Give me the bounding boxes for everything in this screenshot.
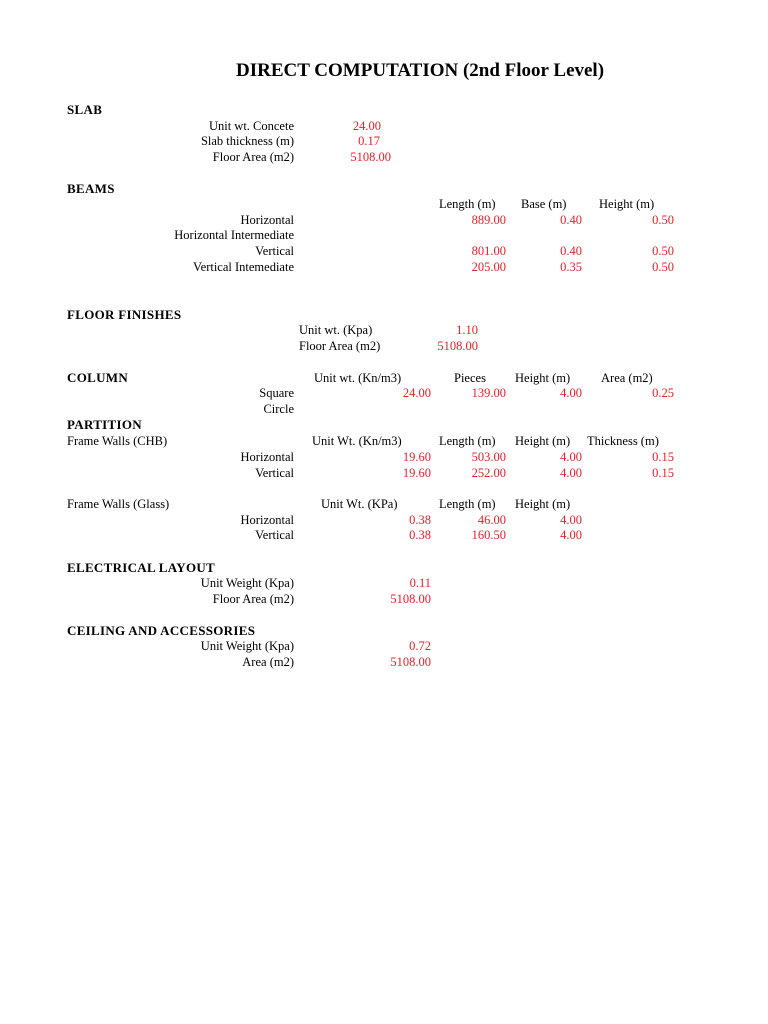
beams-label-vertical: Vertical <box>255 244 294 258</box>
ff-label-unit-wt: Unit wt. (Kpa) <box>299 323 373 337</box>
chb-col-length: Length (m) <box>439 434 496 448</box>
beams-col-base: Base (m) <box>521 197 567 211</box>
beams-horizontal-base: 0.40 <box>560 213 582 227</box>
beams-col-length: Length (m) <box>439 197 496 211</box>
section-heading-floor-finishes: FLOOR FINISHES <box>67 307 182 322</box>
chb-label-vertical: Vertical <box>255 466 294 480</box>
ceiling-value-area: 5108.00 <box>390 655 431 669</box>
glass-horizontal-unit-wt: 0.38 <box>409 513 431 527</box>
beams-label-vertical-intermediate: Vertical Intemediate <box>193 260 294 274</box>
chb-col-thickness: Thickness (m) <box>587 434 659 448</box>
beams-vertical-int-length: 205.00 <box>471 260 506 274</box>
slab-value-floor-area: 5108.00 <box>350 150 391 164</box>
ceiling-label-area: Area (m2) <box>242 655 294 669</box>
slab-value-unit-wt: 24.00 <box>352 119 381 133</box>
chb-horizontal-unit-wt: 19.60 <box>402 450 431 464</box>
chb-label-horizontal: Horizontal <box>240 450 294 464</box>
column-label-square: Square <box>259 386 294 400</box>
beams-label-horizontal: Horizontal <box>240 213 294 227</box>
electrical-label-floor-area: Floor Area (m2) <box>212 592 294 606</box>
glass-horizontal-height: 4.00 <box>560 513 582 527</box>
section-heading-slab: SLAB <box>67 102 103 117</box>
beams-vertical-length: 801.00 <box>471 244 506 258</box>
section-heading-partition: PARTITION <box>67 417 142 432</box>
column-col-pieces: Pieces <box>454 371 486 385</box>
electrical-label-unit-wt: Unit Weight (Kpa) <box>200 576 294 590</box>
beams-horizontal-length: 889.00 <box>471 213 506 227</box>
beams-horizontal-height: 0.50 <box>652 213 674 227</box>
chb-vertical-length: 252.00 <box>471 466 506 480</box>
glass-vertical-length: 160.50 <box>471 528 506 542</box>
chb-col-unit-wt: Unit Wt. (Kn/m3) <box>312 434 402 448</box>
ff-value-unit-wt: 1.10 <box>456 323 478 337</box>
ceiling-value-unit-wt: 0.72 <box>409 639 431 653</box>
chb-vertical-height: 4.00 <box>560 466 582 480</box>
column-col-unit-wt: Unit wt. (Kn/m3) <box>314 371 402 385</box>
column-square-area: 0.25 <box>652 386 674 400</box>
glass-vertical-unit-wt: 0.38 <box>409 528 431 542</box>
ff-value-floor-area: 5108.00 <box>437 339 478 353</box>
glass-label-vertical: Vertical <box>255 528 294 542</box>
glass-col-length: Length (m) <box>439 497 496 511</box>
chb-horizontal-height: 4.00 <box>560 450 582 464</box>
chb-horizontal-length: 503.00 <box>471 450 506 464</box>
chb-vertical-unit-wt: 19.60 <box>402 466 431 480</box>
section-heading-column: COLUMN <box>67 370 129 385</box>
chb-horizontal-thickness: 0.15 <box>652 450 674 464</box>
beams-vertical-base: 0.40 <box>560 244 582 258</box>
slab-label-unit-wt: Unit wt. Concete <box>208 119 294 133</box>
column-square-pieces: 139.00 <box>471 386 506 400</box>
column-square-height: 4.00 <box>560 386 582 400</box>
slab-label-floor-area: Floor Area (m2) <box>212 150 294 164</box>
section-heading-ceiling: CEILING AND ACCESSORIES <box>67 623 256 638</box>
beams-vertical-int-height: 0.50 <box>652 260 674 274</box>
column-col-height: Height (m) <box>515 371 571 385</box>
column-square-unit-wt: 24.00 <box>402 386 431 400</box>
beams-label-horizontal-intermediate: Horizontal Intermediate <box>174 228 294 242</box>
slab-value-thickness: 0.17 <box>358 134 380 148</box>
page-title: DIRECT COMPUTATION (2nd Floor Level) <box>236 60 605 81</box>
glass-label-horizontal: Horizontal <box>240 513 294 527</box>
glass-col-unit-wt: Unit Wt. (KPa) <box>321 497 398 511</box>
beams-col-height: Height (m) <box>599 197 655 211</box>
section-heading-electrical: ELECTRICAL LAYOUT <box>67 560 216 575</box>
column-label-circle: Circle <box>263 402 294 416</box>
section-heading-beams: BEAMS <box>67 181 115 196</box>
column-col-area: Area (m2) <box>601 371 653 385</box>
glass-horizontal-length: 46.00 <box>477 513 506 527</box>
beams-vertical-int-base: 0.35 <box>560 260 582 274</box>
electrical-value-floor-area: 5108.00 <box>390 592 431 606</box>
chb-col-height: Height (m) <box>515 434 571 448</box>
partition-glass-label: Frame Walls (Glass) <box>67 497 170 511</box>
ceiling-label-unit-wt: Unit Weight (Kpa) <box>200 639 294 653</box>
ff-label-floor-area: Floor Area (m2) <box>299 339 381 353</box>
electrical-value-unit-wt: 0.11 <box>409 576 431 590</box>
chb-vertical-thickness: 0.15 <box>652 466 674 480</box>
glass-vertical-height: 4.00 <box>560 528 582 542</box>
beams-vertical-height: 0.50 <box>652 244 674 258</box>
partition-chb-label: Frame Walls (CHB) <box>67 434 168 448</box>
slab-label-thickness: Slab thickness (m) <box>200 134 294 148</box>
glass-col-height: Height (m) <box>515 497 571 511</box>
